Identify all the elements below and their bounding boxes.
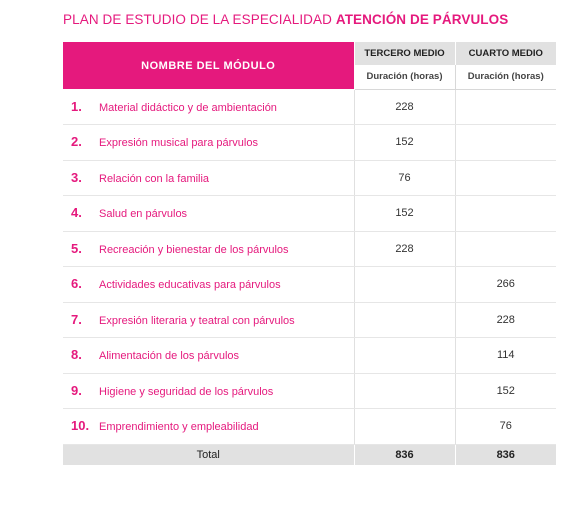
module-label: Relación con la familia <box>99 172 210 185</box>
tercero-hours-cell: 228 <box>354 231 455 267</box>
table-row <box>63 267 556 303</box>
module-number: 7. <box>71 311 82 327</box>
tercero-hours-cell <box>354 267 455 303</box>
table-row <box>63 160 556 196</box>
table-row <box>63 231 556 267</box>
page-title <box>63 12 508 27</box>
cuarto-hours-cell <box>455 196 556 232</box>
table-row <box>63 338 556 374</box>
module-number: 6. <box>71 276 82 292</box>
total-cuarto: 836 <box>455 444 556 465</box>
cuarto-hours-cell: 228 <box>455 302 556 338</box>
module-number: 2. <box>71 134 82 150</box>
module-label: Alimentación de los párvulos <box>99 350 240 363</box>
module-label: Salud en párvulos <box>99 208 188 221</box>
cuarto-hours-cell: 114 <box>455 338 556 374</box>
table-row <box>63 89 556 125</box>
total-tercero: 836 <box>354 444 455 465</box>
module-name-cell <box>63 373 354 409</box>
cuarto-hours-cell <box>455 89 556 125</box>
tercero-hours-cell: 76 <box>354 160 455 196</box>
module-number: 5. <box>71 240 82 256</box>
module-name-cell <box>63 409 354 445</box>
module-label: Recreación y bienestar de los párvulos <box>99 243 289 256</box>
tercero-hours-cell: 228 <box>354 89 455 125</box>
module-label: Emprendimiento y empleabilidad <box>99 421 259 434</box>
module-name-cell <box>63 231 354 267</box>
tercero-hours-cell <box>354 373 455 409</box>
title-prefix: PLAN DE ESTUDIO DE LA ESPECIALIDAD <box>63 12 332 27</box>
tercero-hours-cell <box>354 409 455 445</box>
cuarto-hours-cell: 266 <box>455 267 556 303</box>
cuarto-hours-cell <box>455 160 556 196</box>
cuarto-hours-cell: 76 <box>455 409 556 445</box>
module-label: Material didáctico y de ambientación <box>99 101 277 114</box>
tercero-medio-header: TERCERO MEDIO <box>354 42 455 65</box>
tercero-hours-cell: 152 <box>354 196 455 232</box>
module-number: 8. <box>71 347 82 363</box>
tercero-hours-cell: 152 <box>354 125 455 161</box>
tercero-hours-cell <box>354 338 455 374</box>
module-number: 10. <box>71 418 90 434</box>
module-label: Higiene y seguridad de los párvulos <box>99 385 274 398</box>
module-number: 1. <box>71 98 82 114</box>
cuarto-duration-subheader: Duración (horas) <box>455 65 556 89</box>
cuarto-hours-cell <box>455 231 556 267</box>
cuarto-medio-header: CUARTO MEDIO <box>455 42 556 65</box>
module-name-cell <box>63 267 354 303</box>
module-name-cell <box>63 125 354 161</box>
cuarto-hours-cell: 152 <box>455 373 556 409</box>
total-label: Total <box>63 444 354 465</box>
module-name-cell <box>63 89 354 125</box>
module-name-cell <box>63 196 354 232</box>
title-highlight: ATENCIÓN DE PÁRVULOS <box>335 12 509 27</box>
table-row <box>63 125 556 161</box>
cuarto-hours-cell <box>455 125 556 161</box>
module-name-cell <box>63 160 354 196</box>
module-number: 9. <box>71 382 82 398</box>
module-number: 3. <box>71 169 82 185</box>
total-row <box>63 444 556 465</box>
table-row <box>63 196 556 232</box>
module-label: Expresión musical para párvulos <box>99 137 258 150</box>
module-number: 4. <box>71 205 82 221</box>
tercero-duration-subheader: Duración (horas) <box>354 65 455 89</box>
table-row <box>63 373 556 409</box>
module-label: Actividades educativas para párvulos <box>99 279 281 292</box>
study-plan-table <box>63 42 556 465</box>
module-name-cell <box>63 302 354 338</box>
table-row <box>63 409 556 445</box>
module-name-cell <box>63 338 354 374</box>
table-row <box>63 302 556 338</box>
module-label: Expresión literaria y teatral con párvulos <box>99 314 295 327</box>
tercero-hours-cell <box>354 302 455 338</box>
module-name-header: NOMBRE DEL MÓDULO <box>63 42 354 89</box>
